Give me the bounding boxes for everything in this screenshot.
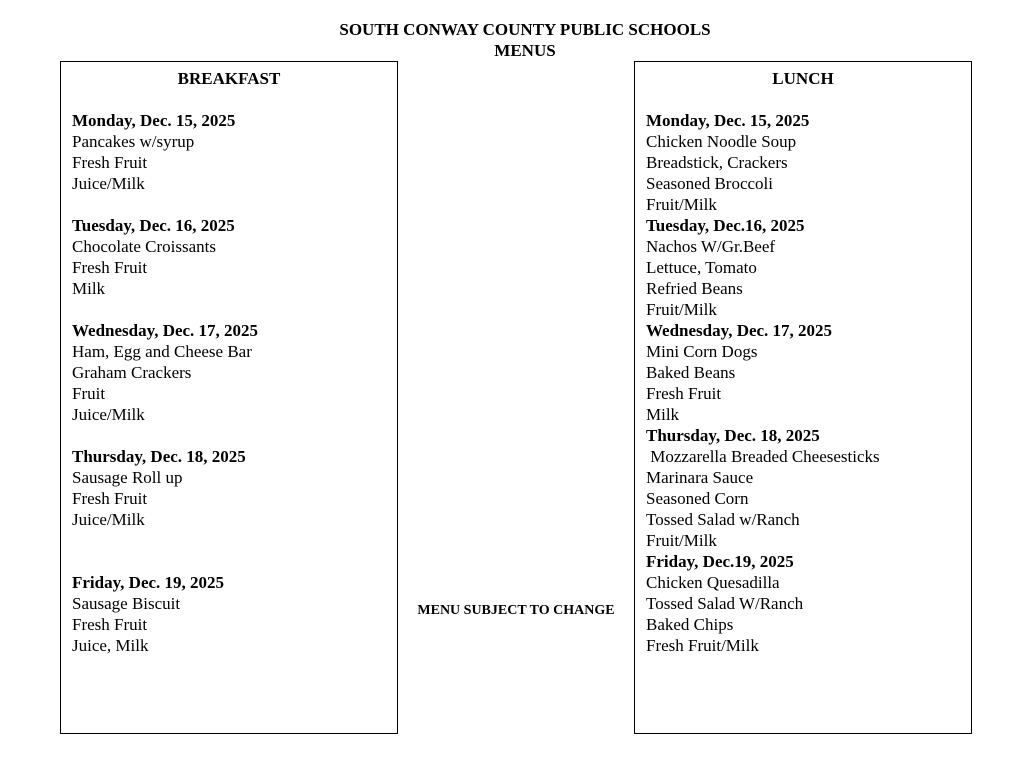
menu-item: Juice/Milk [72,174,145,193]
menu-item: Pancakes w/syrup [72,132,195,151]
menu-day-heading: Friday, Dec.19, 2025 [646,552,794,571]
menu-spacer [72,194,393,215]
menu-item: Sausage Biscuit [72,594,181,613]
menu-item: Seasoned Corn [646,489,749,508]
menu-item: Seasoned Broccoli [646,174,773,193]
menu-item: Baked Chips [646,615,734,634]
document-title: SOUTH CONWAY COUNTY PUBLIC SCHOOLS [339,20,711,39]
menu-item: Nachos W/Gr.Beef [646,237,776,256]
menu-item: Fruit/Milk [646,531,717,550]
menu-day-heading: Friday, Dec. 19, 2025 [72,573,225,592]
menu-item: Tossed Salad W/Ranch [646,594,804,613]
menu-day-heading: Thursday, Dec. 18, 2025 [72,447,246,466]
menu-item: Fruit [72,384,106,403]
menu-item: Milk [72,279,106,298]
menu-item: Mozzarella Breaded Cheesesticks [646,447,880,466]
menu-item: Ham, Egg and Cheese Bar [72,342,252,361]
lunch-heading: LUNCH [772,69,834,88]
menu-item: Fresh Fruit [72,258,148,277]
menu-spacer [72,551,393,572]
menu-day-heading: Thursday, Dec. 18, 2025 [646,426,820,445]
menu-item: Juice/Milk [72,405,145,424]
menu-item: Chicken Noodle Soup [646,132,797,151]
menu-spacer [72,299,393,320]
menu-item: Baked Beans [646,363,736,382]
breakfast-menu-lines [72,110,393,656]
menu-item: Fruit/Milk [646,195,717,214]
lunch-menu-box [634,61,972,734]
document-subtitle: MENUS [494,41,556,60]
menu-day-heading: Monday, Dec. 15, 2025 [72,111,236,130]
menu-item: Juice, Milk [72,636,149,655]
menu-day-heading: Tuesday, Dec.16, 2025 [646,216,805,235]
menu-item: Graham Crackers [72,363,192,382]
menu-item: Milk [646,405,680,424]
menu-item: Fresh Fruit/Milk [646,636,759,655]
menu-spacer [72,425,393,446]
menu-item: Marinara Sauce [646,468,754,487]
menu-item: Mini Corn Dogs [646,342,758,361]
menu-item: Fresh Fruit [72,489,148,508]
menu-item: Fruit/Milk [646,300,717,319]
menu-item: Sausage Roll up [72,468,183,487]
lunch-menu-lines [646,110,967,656]
menu-item: Fresh Fruit [646,384,722,403]
breakfast-heading: BREAKFAST [177,69,281,88]
menu-item: Breadstick, Crackers [646,153,788,172]
menu-item: Lettuce, Tomato [646,258,757,277]
menu-item: Fresh Fruit [72,153,148,172]
menu-day-heading: Monday, Dec. 15, 2025 [646,111,810,130]
menu-day-heading: Tuesday, Dec. 16, 2025 [72,216,235,235]
menu-change-notice: MENU SUBJECT TO CHANGE [417,603,615,618]
menu-day-heading: Wednesday, Dec. 17, 2025 [72,321,259,340]
menu-item: Juice/Milk [72,510,145,529]
breakfast-menu-box [60,61,398,734]
menu-item: Refried Beans [646,279,743,298]
menu-spacer [72,530,393,551]
menu-item: Chicken Quesadilla [646,573,780,592]
menu-item: Fresh Fruit [72,615,148,634]
menu-item: Tossed Salad w/Ranch [646,510,800,529]
menu-item: Chocolate Croissants [72,237,217,256]
menu-day-heading: Wednesday, Dec. 17, 2025 [646,321,833,340]
